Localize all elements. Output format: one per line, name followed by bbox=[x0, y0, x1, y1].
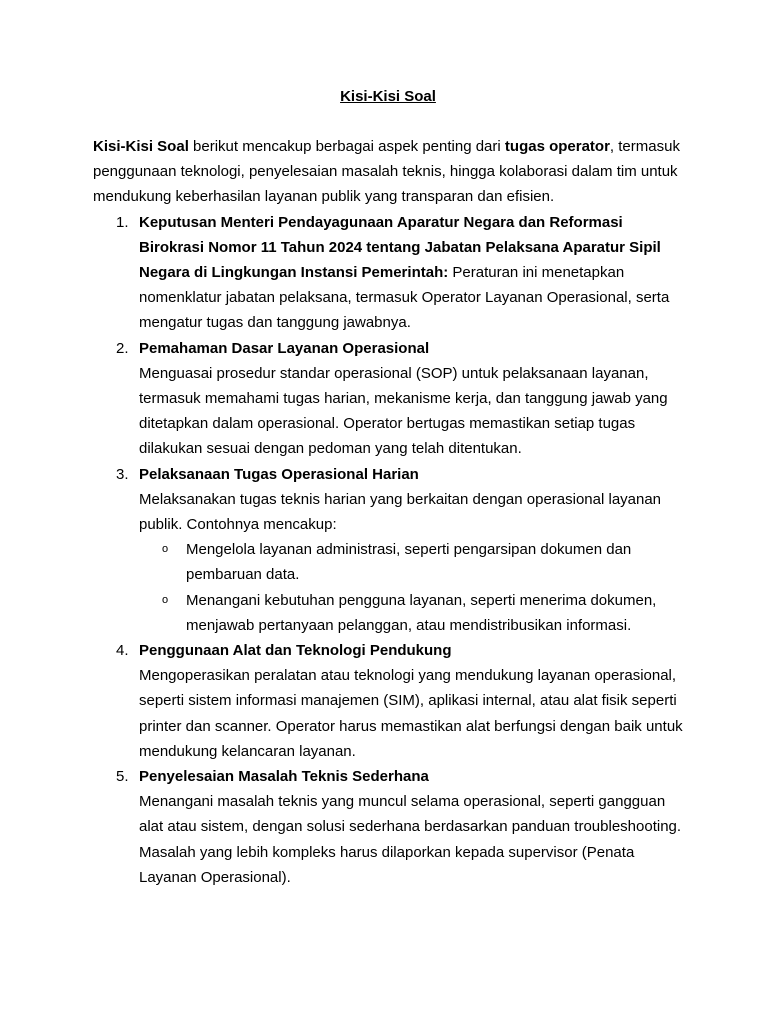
document-page bbox=[93, 84, 683, 890]
list-item-title: Keputusan Menteri Pendayagunaan Aparatur Negara dan Reformasi Birokrasi Nomor 11 Tahun 2024 tentang Jabatan Pelaksana Aparatur Sipil Negara di Lingkungan Instansi Pemerintah: bbox=[139, 213, 661, 282]
bullet-item bbox=[139, 588, 683, 638]
list-item-2 bbox=[93, 336, 683, 462]
bullet-list bbox=[139, 537, 683, 638]
intro-text-1: berikut mencakup berbagai aspek penting dari bbox=[188, 138, 505, 155]
list-item-body: Mengoperasikan peralatan atau teknologi yang mendukung layanan operasional, seperti sistem informasi manajemen (SIM), aplikasi internal, atau alat fisik seperti printer dan scanner. Operator harus memastikan alat berfungsi dengan baik untuk mendukung kelancaran layanan. bbox=[139, 667, 683, 760]
list-item-5 bbox=[93, 764, 683, 890]
list-item-body: Peraturan ini menetapkan nomenklatur jabatan pelaksana, termasuk Operator Layanan Operasional, serta mengatur tugas dan tanggung jawabnya. bbox=[139, 264, 670, 332]
bullet-text: Menangani kebutuhan pengguna layanan, seperti menerima dokumen, menjawab pertanyaan pelanggan, atau mendistribusikan informasi. bbox=[186, 591, 657, 634]
list-item-title: Pemahaman Dasar Layanan Operasional bbox=[139, 339, 430, 357]
bullet-icon: o bbox=[162, 543, 169, 556]
list-number: 1. bbox=[116, 213, 129, 231]
list-number: 5. bbox=[116, 768, 129, 786]
list-item-3 bbox=[93, 462, 683, 638]
list-item-4 bbox=[93, 638, 683, 764]
document-title: Kisi-Kisi Soal bbox=[340, 88, 436, 105]
intro-bold-mid: tugas operator bbox=[504, 138, 610, 155]
intro-paragraph bbox=[93, 134, 683, 210]
list-item-title: Penyelesaian Masalah Teknis Sederhana bbox=[139, 768, 429, 786]
intro-text-2: , termasuk penggunaan teknologi, penyelesaian masalah teknis, hingga kolaborasi dalam tim untuk mendukung keberhasilan layanan publik yang transparan dan efisien. bbox=[93, 138, 680, 206]
list-item-body: Melaksanakan tugas teknis harian yang berkaitan dengan operasional layanan publik. Contohnya mencakup: bbox=[139, 490, 662, 534]
list-item-body: Menangani masalah teknis yang muncul selama operasional, seperti gangguan alat atau sistem, dengan solusi sederhana berdasarkan panduan troubleshooting. Masalah yang lebih kompleks harus dilaporkan kepada supervisor (Penata Layanan Operasional). bbox=[139, 793, 682, 886]
list-number: 3. bbox=[116, 465, 129, 483]
bullet-text: Mengelola layanan administrasi, seperti pengarsipan dokumen dan pembaruan data. bbox=[186, 541, 632, 584]
list-number: 4. bbox=[116, 642, 129, 660]
intro-bold-lead: Kisi-Kisi Soal bbox=[93, 138, 189, 155]
list-item-title: Penggunaan Alat dan Teknologi Pendukung bbox=[139, 642, 452, 660]
list-item-1 bbox=[93, 210, 683, 336]
list-number: 2. bbox=[116, 339, 129, 357]
bullet-icon: o bbox=[162, 593, 169, 606]
bullet-item bbox=[139, 537, 683, 587]
list-item-body: Menguasai prosedur standar operasional (SOP) untuk pelaksanaan layanan, termasuk memahami tugas harian, mekanisme kerja, dan tanggung jawab yang ditetapkan dalam operasional. Operator bertugas memastikan setiap tugas dilakukan sesuai dengan pedoman yang telah ditentukan. bbox=[139, 364, 668, 458]
numbered-list bbox=[93, 210, 683, 890]
list-item-title: Pelaksanaan Tugas Operasional Harian bbox=[139, 465, 419, 483]
